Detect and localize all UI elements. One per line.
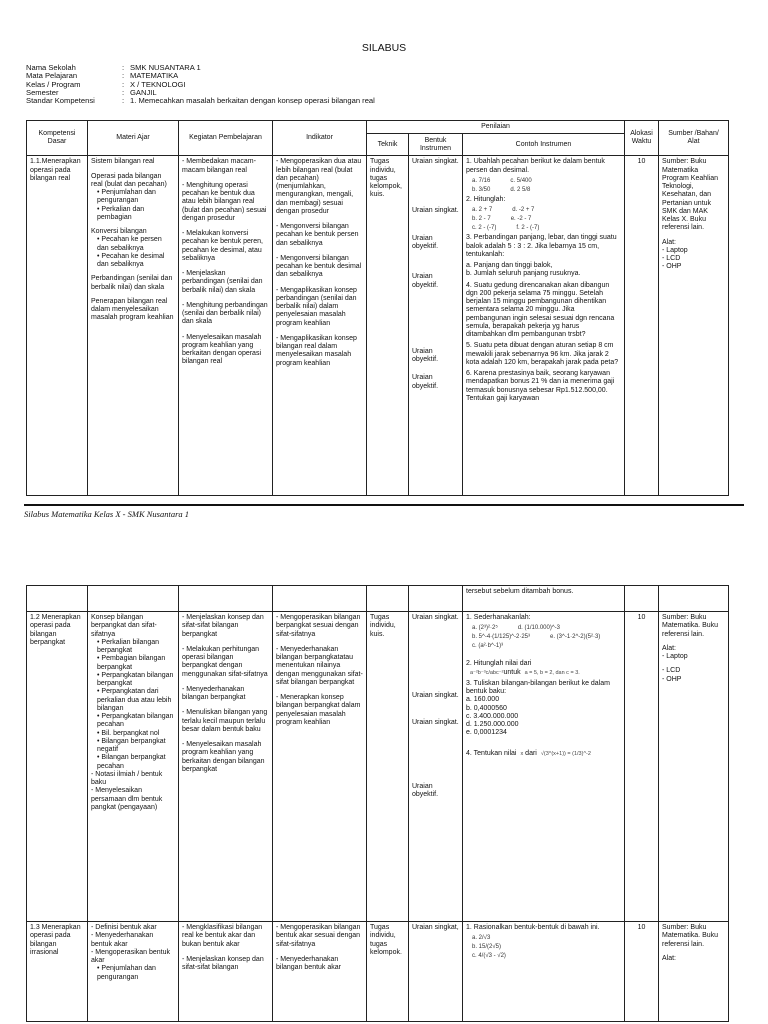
document-header: [26, 64, 375, 105]
page-footer: Silabus Matematika Kelas X - SMK Nusantara 1: [24, 509, 190, 519]
header-kegiatan: Kegiatan Pembelajaran: [179, 121, 273, 156]
kegiatan-cell-3: - Mengklasifikasi bilangan real ke bentuk akar dan bukan bentuk akar - Menjelaskan konsep dan sifat-sifat bilangan: [179, 922, 273, 1022]
contoh-cell-2: 1. Sederhanakanlah: a. (2³)²·2⁵ d. (1/10.000)^-3 b. 5^-4·(1/125)^-2·25³ e. (3^-1·2^-2)(5²·3) c. (a²·b^-1)³ 2. Hitunglah nilai dari a⁻²b⁻³c/abc⁻²untuk a = 5, b = 2, dan c = 3. 3. Tuliskan bilangan-bilangan berikut ke dalam bentuk baku: a. 160.000 b. 0,4000560 c. 3.400.000.000 d. 1.250.000.000 e. 0,0001234 4. Tentukan nilai x dari √(3^(x+1)) = (1/3)^-2: [463, 612, 625, 922]
alokasi-cell: 10: [625, 156, 659, 496]
kd-cell-3: 1.3 Menerapkan operasi pada bilangan irrasional: [27, 922, 88, 1022]
kd-cell-2: 1.2 Menerapkan operasi pada bilangan berpangkat: [27, 612, 88, 922]
alokasi-cell-3: 10: [625, 922, 659, 1022]
materi-cell-2: Konsep bilangan berpangkat dan sifat-sifatnya • Perkalian bilangan berpangkat • Pembagian bilangan berpangkat • Perpangkatan bilangan berpangkat • Perpangkatan dari perkalian dua atau lebih bilangan • Perpangkatan bilangan pecahan • Bil. berpangkat nol • Bilangan berpangkat negatif • Bilangan berpangkat pecahan - Notasi ilmiah / bentuk baku - Menyelesaikan persamaan dlm bentuk pangkat (pengayaan): [88, 612, 179, 922]
header-penilaian: Penilaian: [367, 121, 625, 134]
kegiatan-cell: - Membedakan macam-macam bilangan real - Menghitung operasi pecahan ke bentuk dua atau lebih bilangan real (bulat dan pecahan) sesuai dengan prosedur - Melakukan konversi pecahan ke bentuk peren, pecahan ke desimal, atau sebaliknya - Menjelaskan perbandingan (senilai dan berbalik nilai) dan skala - Menghitung perbandingan (senilai dan berbalik nilai) dan skala - Menyelesaikan masalah program keahlian yang berkaitan dengan operasi bilangan real: [179, 156, 273, 496]
sumber-cell-2: Sumber: Buku Matematika. Buku referensi lain. Alat: - Laptop - LCD - OHP: [659, 612, 729, 922]
info-subject: Mata Pelajaran : MATEMATIKA: [26, 71, 179, 81]
teknik-cell-2: Tugas individu, kuis.: [367, 612, 409, 922]
sumber-cell: Sumber: Buku Matematika Program Keahlian Teknologi, Kesehatan, dan Pertanian untuk SMK dan MAK Kelas X. Buku referensi lain. Alat: - Laptop - LCD - OHP: [659, 156, 729, 496]
info-standard: Standar Kompetensi : 1. Memecahkan masalah berkaitan dengan konsep operasi bilangan real: [26, 96, 375, 106]
contoh-cell-3: 1. Rasionalkan bentuk-bentuk di bawah ini. a. 2/√3 b. 15/(2√5) c. 4/(√3 - √2): [463, 922, 625, 1022]
kegiatan-cell-2: - Menjelaskan konsep dan sifat-sifat bilangan berpangkat - Melakukan perhitungan operasi bilangan berpangkat dengan menggunakan sifat-sifatnya - Menyederhanakan bilangan berpangkat - Menuliskan bilangan yang terlalu kecil maupun terlalu besar dalam bentuk baku - Menyelesaikan masalah program keahlian yang berkaitan dengan bilangan berpangkat: [179, 612, 273, 922]
materi-cell-3: - Definisi bentuk akar - Menyederhanakan bentuk akar - Mengoperasikan bentuk akar • Penjumlahan dan pengurangan: [88, 922, 179, 1022]
materi-cell: Sistem bilangan real Operasi pada bilangan real (bulat dan pecahan) • Penjumlahan dan pengurangan • Perkalian dan pembagian Konversi bilangan • Pecahan ke persen dan sebaliknya • Pecahan ke desimal dan sebaliknya Perbandingan (senilai dan berbalik nilai) dan skala Penerapan bilangan real dalam menyelesaikan masalah program keahlian: [88, 156, 179, 496]
syllabus-table-page-1: [26, 120, 729, 496]
header-teknik: Teknik: [367, 134, 409, 156]
alokasi-cell-2: 10: [625, 612, 659, 922]
header-materi: Materi Ajar: [88, 121, 179, 156]
header-bentuk: Bentuk Instrumen: [409, 134, 463, 156]
kd-cell: 1.1.Menerapkan operasi pada bilangan real: [27, 156, 88, 496]
contoh-cell: 1. Ubahlah pecahan berikut ke dalam bentuk persen dan desimal. a. 7/16 c. 5/400 b. 3/50 d. 2 5/8 2. Hitunglah: a. 2 + 7 d. -2 + 7 b. 2 - 7 e. -2 - 7 c. 2 - (-7) f. 2 - (-7) 3. Perbandingan panjang, lebar, dan tinggi suatu balok adalah 5 : 3 : 2. Jika lebarnya 15 cm, tentukanlah: a. Panjang dan tinggi balok, b. Jumlah seluruh panjang rusuknya. 4. Suatu gedung direncanakan akan dibangun dgn 200 pekerja selama 75 minggu. Setelah berjalan 15 minggu pembangunan dihentikan sementara selama 20 minggu. Jika pembangunan ingin selesai sesuai dgn rencana semula, berapakah pekerja yg harus ditambahkan dlm pembangunan trsbt? 5. Suatu peta dibuat dengan aturan setiap 8 cm mewakili jarak sebenarnya 96 km. Jika jarak 2 kota adalah 120 km, berapakah jarak pada peta? 6. Karena prestasinya baik, seorang karyawan mendapatkan bonus 21 % dan ia menerima gaji termasuk bonusnya sebesar Rp1.512.500,00. Tentukan gaji karyawan: [463, 156, 625, 496]
info-school: Nama Sekolah : SMK NUSANTARA 1: [26, 63, 201, 72]
indikator-cell: - Mengoperasikan dua atau lebih bilangan real (bulat dan pecahan) (menjumlahkan, mengurangkan, mengali, dan membagi) sesuai dengan prosedur - Mengonversi bilangan pecahan ke bentuk persen dan sebaliknya - Mengonversi bilangan pecahan ke bentuk desimal dan sebaliknya - Mengaplikasikan konsep perbandingan (senilai dan berbalik nilai) dalam penyelesaian masalah program keahlian - Mengaplikasikan konsep bilangan real dalam menyelesaikan masalah program keahlian: [273, 156, 367, 496]
syllabus-table-page-2: [26, 585, 729, 1022]
header-alokasi: Alokasi Waktu: [625, 121, 659, 156]
header-contoh: Contoh Instrumen: [463, 134, 625, 156]
indikator-cell-3: - Mengoperasikan bilangan bentuk akar sesuai dengan sifat-sifatnya - Menyederhanakan bilangan bentuk akar: [273, 922, 367, 1022]
continued-text: tersebut sebelum ditambah bonus.: [463, 586, 625, 612]
info-semester: Semester : GANJIL: [26, 87, 157, 97]
footer-rule: [24, 504, 744, 506]
bentuk-cell-2: Uraian singkat. Uraian singkat. Uraian singkat. Uraian obyektif.: [409, 612, 463, 922]
info-class: Kelas / Program : X / TEKNOLOGI: [26, 79, 186, 89]
teknik-cell: Tugas individu, tugas kelompok, kuis.: [367, 156, 409, 496]
indikator-cell-2: - Mengoperasikan bilangan berpangkat sesuai dengan sifat-sifatnya - Menyederhanakan bilangan berpangkatatau menentukan nilainya dengan menggunakan sifat-sifat bilangan berpangkat - Menerapkan konsep bilangan berpangkat dalam penyelesaian masalah program keahlian: [273, 612, 367, 922]
header-indikator: Indikator: [273, 121, 367, 156]
page-title: SILABUS: [361, 42, 407, 54]
teknik-cell-3: Tugas individu, tugas kelompok.: [367, 922, 409, 1022]
header-sumber: Sumber /Bahan/ Alat: [659, 121, 729, 156]
header-kompetensi: Kompetensi Dasar: [27, 121, 88, 156]
bentuk-cell: Uraian singkat. Uraian singkat. Uraian obyektif. Uraian obyektif. Uraian obyektif. Uraian obyektif.: [409, 156, 463, 496]
sumber-cell-3: Sumber: Buku Matematika. Buku referensi lain. Alat:: [659, 922, 729, 1022]
bentuk-cell-3: Uraian singkat,: [409, 922, 463, 1022]
